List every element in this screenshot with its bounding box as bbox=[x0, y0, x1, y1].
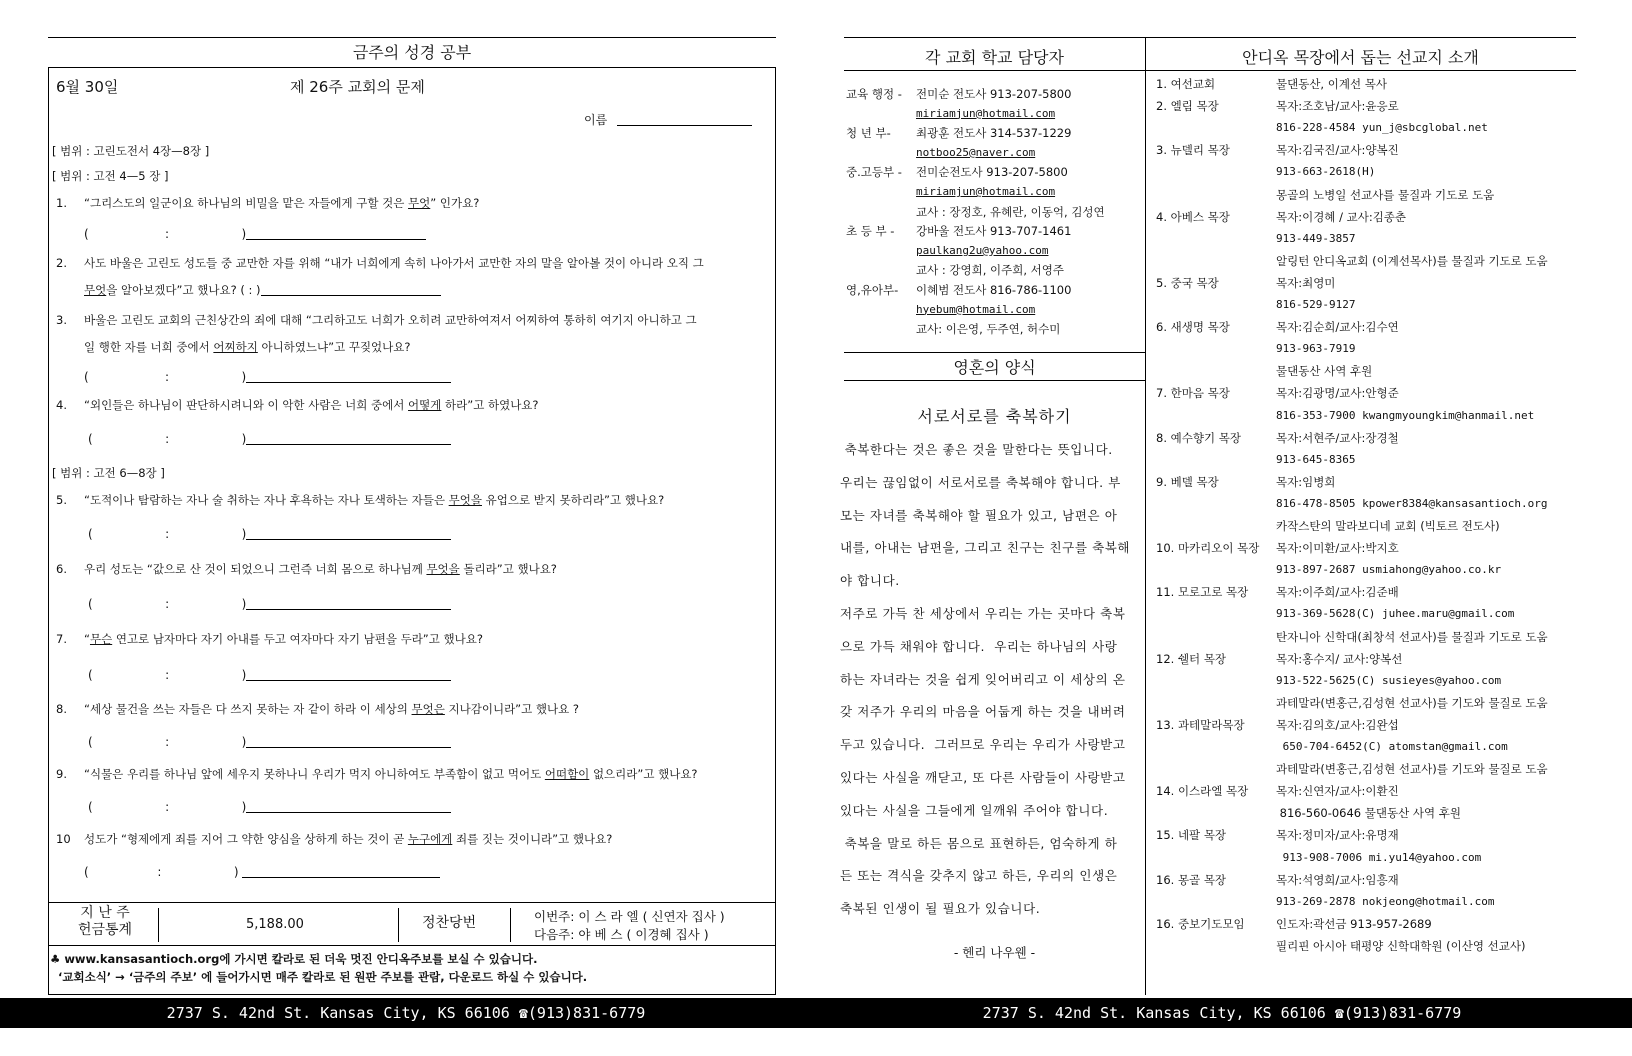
question-5: 5. “도적이나 탐람하는 자나 술 취하는 자나 후욕하는 자나 토색하는 자들은 무엇을 유업으로 받지 못하리라”고 했나요? bbox=[56, 493, 665, 507]
mission-group-name: 13. 과테말라목장 bbox=[1156, 717, 1245, 732]
essay-line: 있다는 사실을 깨닫고, 또 다른 사람들이 사랑받고 bbox=[840, 770, 1126, 785]
mission-info: 물댄동산, 이계선 목사 bbox=[1276, 77, 1387, 91]
soul-food-header: 영혼의 양식 bbox=[953, 358, 1036, 377]
mission-group-name: 2. 엘림 목장 bbox=[1156, 99, 1219, 114]
mission-info: 목자:서현주/교사:장경철 bbox=[1276, 430, 1399, 445]
mission-info: 목자:홍수지/ 교사:양복선 bbox=[1276, 651, 1403, 666]
mission-info: 913-663-2618(H) bbox=[1276, 165, 1376, 179]
mission-group-name: 8. 예수향기 목장 bbox=[1156, 430, 1241, 445]
offering-bottom-rule bbox=[48, 945, 776, 946]
staff-dept: 영,유아부- bbox=[846, 283, 899, 297]
essay-title: 서로서로를 축복하기 bbox=[917, 407, 1072, 426]
essay-line: 우리는 끊임없이 서로서로를 축복해야 합니다. 부 bbox=[840, 474, 1121, 490]
bulletin-note: ‘교회소식’ → ‘금주의 주보’ 에 들어가시면 매주 칼라로 된 원판 주보를 관람, 다운로드 하실 수 있습니다. bbox=[58, 970, 588, 984]
essay-line: 있다는 사실을 그들에게 일깨워 주어야 합니다. bbox=[840, 802, 1109, 818]
mission-info: 목자:이미환/교사:박지호 bbox=[1276, 541, 1399, 556]
staff-info: 교사: 이은영, 두주연, 허수미 bbox=[916, 322, 1061, 337]
mission-group-row bbox=[1156, 783, 1399, 799]
answer-blank-5[interactable]: ( : ) bbox=[88, 527, 451, 541]
mission-info: 913-897-2687 usmiahong@yahoo.co.kr bbox=[1276, 563, 1502, 577]
essay-line: 내를, 아내는 남편을, 그리고 친구는 친구를 축복해 bbox=[840, 540, 1131, 556]
question-9: 9. “식물은 우리를 하나님 앞에 세우지 못하나니 우리가 먹지 아니하여도 부족함이 없고 먹어도 어떠함이 없으리라”고 했나요? bbox=[56, 767, 698, 781]
offering-divider-3 bbox=[510, 908, 511, 942]
staff-row bbox=[846, 204, 1105, 220]
mission-group-name: 11. 모로고로 목장 bbox=[1156, 585, 1249, 600]
scope-range-4-5: [ 범위 : 고전 4—5 장 ] bbox=[52, 169, 169, 183]
mission-detail-row bbox=[1156, 761, 1548, 777]
staff-info: 전미순 전도사 913-207-5800 bbox=[916, 87, 1072, 101]
mission-detail-row bbox=[1156, 452, 1355, 466]
mission-info: 목자:김의호/교사:김완섭 bbox=[1276, 717, 1399, 732]
mission-info: 913-369-5628(C) juhee.maru@gmail.com bbox=[1276, 607, 1515, 621]
mission-group-row bbox=[1156, 209, 1406, 225]
website-note: ♣ www.kansasantioch.org에 가시면 칼라로 된 더욱 멋진 안디옥주보를 보실 수 있습니다. bbox=[50, 952, 538, 966]
mission-detail-row bbox=[1156, 805, 1461, 821]
staff-info: 강바울 전도사 913-707-1461 bbox=[916, 224, 1072, 239]
staff-dept: 교육 행정 - bbox=[846, 87, 902, 101]
essay-line: 축복을 말로 하든 몸으로 표현하든, 엄숙하게 하 bbox=[840, 835, 1118, 851]
mission-detail-row bbox=[1156, 231, 1355, 245]
mission-info: 과테말라(변홍근,김성현 선교사)를 기도와 물질로 도움 bbox=[1276, 762, 1548, 777]
answer-blank-7[interactable]: ( : ) bbox=[88, 668, 451, 682]
scope-range-6-8: [ 범위 : 고전 6—8장 ] bbox=[52, 466, 165, 480]
mission-group-row bbox=[1156, 319, 1399, 335]
mission-detail-row bbox=[1156, 408, 1534, 422]
footer-address-right: 2737 S. 42nd St. Kansas City, KS 66106 ☎(913)831-6779 bbox=[812, 998, 1632, 1028]
staff-info: 전미순전도사 913-207-5800 bbox=[916, 165, 1068, 180]
staff-dept: 청 년 부- bbox=[846, 126, 891, 141]
middle-header-rule bbox=[844, 70, 1145, 71]
offering-divider-1 bbox=[158, 908, 159, 942]
mission-info: 816-228-4584 yun_j@sbcglobal.net bbox=[1276, 121, 1488, 135]
mission-group-row bbox=[1156, 98, 1399, 114]
left-top-rule bbox=[48, 37, 776, 38]
bible-study-header: 금주의 성경 공부 bbox=[352, 43, 472, 62]
mission-detail-row bbox=[1156, 363, 1372, 379]
name-blank[interactable] bbox=[617, 114, 752, 126]
staff-email[interactable]: hyebum@hotmail.com bbox=[916, 302, 1036, 316]
essay-line: 축복한다는 것은 좋은 것을 말한다는 뜻입니다. bbox=[840, 442, 1113, 457]
mission-group-row bbox=[1156, 76, 1387, 92]
staff-row bbox=[846, 223, 1071, 239]
mission-detail-row bbox=[1156, 120, 1488, 134]
this-week-duty: 이번주: 이 스 라 엘 ( 신연자 집사 ) bbox=[534, 909, 725, 924]
question-10: 10 성도가 “형제에게 죄를 지어 그 약한 양심을 상하게 하는 것이 곧 누구에게 죄를 짓는 것이니라”고 했나요? bbox=[56, 832, 613, 846]
staff-info: 최광훈 전도사 314-537-1229 bbox=[916, 126, 1072, 141]
mission-detail-row bbox=[1156, 739, 1508, 753]
essay-line: 야 합니다. bbox=[840, 573, 900, 589]
mission-info: 물댄동산 사역 후원 bbox=[1276, 364, 1373, 379]
mission-info: 650-704-6452(C) atomstan@gmail.com bbox=[1276, 740, 1508, 753]
mission-detail-row bbox=[1156, 938, 1525, 954]
staff-row bbox=[846, 243, 1048, 257]
mission-info: 목자:정미자/교사:유명재 bbox=[1276, 828, 1399, 843]
staff-info: 교사 : 장정호, 유혜란, 이동억, 김성연 bbox=[916, 204, 1105, 219]
soul-header-bottom-rule bbox=[844, 380, 1145, 381]
mission-info: 목자:신연자/교사:이환진 bbox=[1276, 784, 1399, 799]
mission-info: 913-449-3857 bbox=[1276, 231, 1356, 245]
staff-email[interactable]: paulkang2u@yahoo.com bbox=[916, 243, 1049, 257]
mission-header: 안디옥 목장에서 돕는 선교지 소개 bbox=[1242, 48, 1479, 67]
school-staff-header: 각 교회 학교 담당자 bbox=[925, 48, 1064, 67]
staff-dept: 초 등 부 - bbox=[846, 224, 895, 239]
essay-line: 모는 자녀를 축복해야 할 필요가 있고, 남편은 아 bbox=[840, 507, 1118, 523]
staff-dept: 중.고등부 - bbox=[846, 165, 902, 180]
essay-line: 하는 자녀라는 것을 쉽게 잊어버리고 이 세상의 온 bbox=[840, 671, 1126, 687]
mission-info: 과테말라(변홍근,김성현 선교사)를 기도와 물질로 도움 bbox=[1276, 695, 1548, 710]
name-field[interactable] bbox=[584, 111, 752, 128]
mission-group-name: 15. 네팔 목장 bbox=[1156, 828, 1227, 843]
essay-line: 저주로 가득 찬 세상에서 우리는 가는 곳마다 축복 bbox=[840, 606, 1126, 621]
question-1: 1. “그리스도의 일군이요 하나님의 비밀을 맡은 자들에게 구할 것은 무엇” 인가요? bbox=[56, 196, 480, 210]
mission-info: 목자:임병희 bbox=[1276, 474, 1336, 489]
mission-info: 인도자:곽선금 913-957-2689 bbox=[1276, 916, 1432, 931]
mission-info: 목자:이경혜 / 교사:김종춘 bbox=[1276, 209, 1407, 224]
staff-email[interactable]: notboo25@naver.com bbox=[916, 145, 1036, 159]
question-2-cont: 무엇을 알아보겠다”고 했나요? ( : ) bbox=[84, 283, 794, 298]
question-4: 4. “외인들은 하나님이 판단하시려니와 이 악한 사람은 너희 중에서 어떻게 하라”고 하였나요? bbox=[56, 398, 539, 412]
offering-divider-2 bbox=[398, 908, 399, 942]
mission-group-row bbox=[1156, 584, 1399, 600]
mission-info: 816-478-8505 kpower8384@kansasantioch.org bbox=[1276, 496, 1548, 510]
answer-blank-10[interactable]: ( : ) bbox=[84, 865, 440, 879]
staff-row bbox=[846, 262, 1064, 278]
mission-group-name: 7. 한마음 목장 bbox=[1156, 386, 1230, 401]
mission-group-name: 5. 중국 목장 bbox=[1156, 275, 1219, 290]
question-8: 8. “세상 물건을 쓰는 자들은 다 쓰지 못하는 자 같이 하라 이 세상의 무엇은 지나감이니라”고 했나요 ? bbox=[56, 702, 579, 716]
mission-info: 816-353-7900 kwangmyoungkim@hanmail.net bbox=[1276, 408, 1535, 422]
staff-email[interactable]: miriamjun@hotmail.com bbox=[916, 185, 1056, 198]
mission-group-name: 9. 베델 목장 bbox=[1156, 474, 1219, 489]
staff-info: 이혜범 전도사 816-786-1100 bbox=[916, 283, 1072, 297]
mission-info: 카작스탄의 말라보디네 교회 (빅토르 전도사) bbox=[1276, 519, 1500, 533]
mission-detail-row bbox=[1156, 606, 1514, 620]
mission-detail-row bbox=[1156, 695, 1548, 711]
mission-info: 목자:조호남/교사:윤응로 bbox=[1276, 99, 1399, 114]
staff-row bbox=[846, 184, 1055, 198]
essay-line: 갖 저주가 우리의 마음을 어둡게 하는 것을 내버려 bbox=[840, 704, 1126, 720]
mission-detail-row bbox=[1156, 673, 1501, 687]
mission-group-name: 6. 새생명 목장 bbox=[1156, 320, 1230, 335]
mission-info: 목자:김국진/교사:양복진 bbox=[1276, 143, 1399, 158]
answer-blank-4[interactable]: ( : ) bbox=[88, 432, 451, 446]
mission-group-row bbox=[1156, 916, 1432, 932]
answer-blank-9[interactable]: ( : ) bbox=[88, 800, 451, 814]
staff-row bbox=[846, 164, 1068, 180]
mission-detail-row bbox=[1156, 496, 1548, 510]
mission-info: 913-522-5625(C) susieyes@yahoo.com bbox=[1276, 673, 1502, 687]
question-3-cont: 일 행한 자를 너희 중에서 어찌하지 아니하였느냐”고 꾸짖었나요? bbox=[84, 340, 411, 354]
scope-range: [ 범위 : 고린도전서 4장—8장 ] bbox=[52, 144, 210, 158]
essay-line: 축복된 인생이 될 필요가 있습니다. bbox=[840, 901, 1041, 917]
question-7: 7. “무슨 연고로 남자마다 자기 아내를 두고 여자마다 자기 남편을 두라”고 했나요? bbox=[56, 632, 483, 646]
essay-line: 으로 가득 채워야 합니다. 우리는 하나님의 사랑 bbox=[840, 638, 1118, 654]
mission-detail-row bbox=[1156, 187, 1494, 203]
offering-amount: 5,188.00 bbox=[246, 917, 304, 932]
essay-line: 든 또는 격식을 갖추지 않고 하든, 우리의 인생은 bbox=[840, 868, 1118, 884]
next-week-duty: 다음주: 야 베 스 ( 이경혜 집사 ) bbox=[534, 927, 709, 942]
mission-info: 몽골의 노병일 선교사를 물질과 기도로 도움 bbox=[1276, 187, 1495, 202]
answer-blank-1[interactable]: ( : ) bbox=[84, 227, 426, 241]
mission-group-row bbox=[1156, 142, 1399, 158]
staff-email[interactable]: miriamjun@hotmail.com bbox=[916, 106, 1056, 120]
lesson-date: 6월 30일 bbox=[56, 78, 119, 96]
mission-detail-row bbox=[1156, 894, 1495, 908]
staff-row bbox=[846, 106, 1055, 120]
soul-header-top-rule bbox=[844, 352, 1145, 353]
mission-detail-row bbox=[1156, 341, 1355, 355]
right-top-rule bbox=[844, 37, 1576, 38]
mission-group-row bbox=[1156, 275, 1335, 291]
answer-blank-8[interactable]: ( : ) bbox=[88, 735, 451, 749]
mission-group-row bbox=[1156, 430, 1399, 446]
mission-detail-row bbox=[1156, 518, 1500, 534]
staff-row bbox=[846, 145, 1035, 159]
mission-info: 913-645-8365 bbox=[1276, 452, 1356, 466]
offering-top-rule bbox=[48, 902, 776, 903]
mission-group-row bbox=[1156, 385, 1399, 401]
mission-info: 913-269-2878 nokjeong@hotmail.com bbox=[1276, 894, 1495, 908]
mission-info: 알링턴 안디옥교회 (이계선목사)를 물질과 기도로 도움 bbox=[1276, 253, 1548, 268]
mission-group-name: 14. 이스라엘 목장 bbox=[1156, 784, 1249, 799]
staff-info: 교사 : 강영희, 이주희, 서영주 bbox=[916, 263, 1065, 278]
mission-info: 목자:최영미 bbox=[1276, 275, 1336, 290]
essay-author: - 헨리 나우웬 - bbox=[953, 945, 1036, 960]
mission-group-name: 1. 여선교회 bbox=[1156, 77, 1216, 91]
mission-group-row bbox=[1156, 651, 1402, 667]
staff-row bbox=[846, 282, 1071, 298]
offering-label: 지 난 주 헌금통계 bbox=[77, 905, 133, 938]
mission-group-row bbox=[1156, 872, 1399, 888]
mission-info: 목자:김순희/교사:김수연 bbox=[1276, 320, 1399, 335]
staff-row bbox=[846, 302, 1035, 316]
mission-info: 필리핀 아시아 태평양 신학대학원 (이산영 선교사) bbox=[1276, 938, 1526, 953]
lesson-title: 제 26주 교회의 문제 bbox=[290, 78, 425, 96]
mission-info: 913-908-7006 mi.yu14@yahoo.com bbox=[1276, 850, 1482, 864]
mission-info: 913-963-7919 bbox=[1276, 342, 1356, 356]
question-3: 3. 바울은 고린도 교회의 근친상간의 죄에 대해 “그리하고도 너희가 오히려 교만하여져서 어찌하여 통하히 여기지 아니하고 그 bbox=[56, 313, 697, 327]
mission-group-row bbox=[1156, 474, 1335, 490]
essay-line: 두고 있습니다. 그러므로 우리는 우리가 사랑받고 bbox=[840, 737, 1126, 753]
mission-group-name: 16. 중보기도모임 bbox=[1156, 916, 1245, 931]
staff-row bbox=[846, 321, 1060, 337]
choir-label: 정찬당번 bbox=[422, 915, 477, 931]
mission-info: 816-560-0646 물댄동산 사역 후원 bbox=[1276, 806, 1461, 821]
answer-blank-3[interactable]: ( : ) bbox=[84, 370, 451, 384]
mission-info: 목자:이주희/교사:김준배 bbox=[1276, 585, 1399, 600]
answer-blank-6[interactable]: ( : ) bbox=[88, 597, 451, 611]
mission-detail-row bbox=[1156, 253, 1548, 269]
mission-info: 816-529-9127 bbox=[1276, 298, 1356, 311]
mission-info: 목자:김광명/교사:안형준 bbox=[1276, 386, 1399, 401]
right-header-rule bbox=[1145, 70, 1576, 71]
mission-group-row bbox=[1156, 717, 1399, 733]
mission-group-name: 3. 뉴델리 목장 bbox=[1156, 143, 1230, 158]
staff-row bbox=[846, 125, 1071, 141]
staff-row bbox=[846, 86, 1071, 102]
mission-detail-row bbox=[1156, 850, 1481, 864]
right-column-divider bbox=[1145, 37, 1146, 995]
mission-detail-row bbox=[1156, 164, 1375, 178]
mission-group-row bbox=[1156, 827, 1399, 843]
name-label: 이름 bbox=[584, 113, 608, 127]
mission-info: 목자:석영희/교사:임흥재 bbox=[1276, 872, 1399, 887]
mission-group-name: 4. 아베스 목장 bbox=[1156, 209, 1230, 224]
mission-group-row bbox=[1156, 540, 1399, 556]
mission-detail-row bbox=[1156, 562, 1501, 576]
mission-group-name: 12. 쉘터 목장 bbox=[1156, 651, 1227, 666]
mission-group-name: 16. 몽골 목장 bbox=[1156, 872, 1227, 887]
mission-detail-row bbox=[1156, 629, 1548, 645]
footer-address-left: 2737 S. 42nd St. Kansas City, KS 66106 ☎(913)831-6779 bbox=[0, 998, 812, 1028]
mission-info: 탄자니아 신학대(최창석 선교사)를 물질과 기도로 도움 bbox=[1276, 629, 1548, 644]
mission-group-name: 10. 마카리오이 목장 bbox=[1156, 541, 1260, 556]
mission-detail-row bbox=[1156, 297, 1355, 311]
question-2: 2. 사도 바울은 고린도 성도들 중 교만한 자를 위해 “내가 너희에게 속히 나아가서 교만한 자의 말을 알아볼 것이 아니라 오직 그 bbox=[56, 256, 704, 270]
question-6: 6. 우리 성도는 “값으로 산 것이 되었으니 그런즉 너희 몸으로 하나님께 무엇을 돌리라”고 했나요? bbox=[56, 562, 557, 576]
